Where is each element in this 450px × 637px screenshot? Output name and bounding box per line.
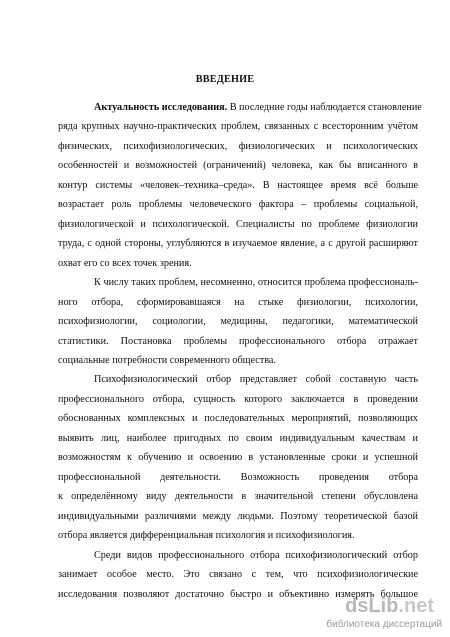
paragraph-line: исследования позволяют достаточно быстро и объективно измерять большое [58, 589, 418, 600]
paragraph-line: охват его со всех точек зрения. [58, 258, 192, 269]
paragraph-line: профессионального отбора, сущность которого заключается в проведении [58, 394, 418, 405]
paragraph-line: контур системы «человек–техника–среда». В настоящее время всё больше [58, 180, 418, 191]
paragraph-line: ряда крупных научно-практических проблем, связанных с всесторонним учётом [58, 121, 418, 132]
paragraph-line: ного отбора, сформировавшаяся на стыке физиологии, психологии, [58, 297, 418, 308]
watermark-tagline: библиотека диссертаций [326, 619, 442, 630]
paragraph-line: психофизиологии, социологии, медицины, педагогики, математической [58, 316, 418, 327]
paragraph-line: отбора является дифференциальная психология и психофизиология. [58, 530, 355, 541]
paragraph-line: возможностям к обучению и освоению в установленные сроки и успешной [58, 452, 418, 463]
paragraph-line: социальные потребности современного общества. [58, 355, 276, 366]
paragraph-line: Среди видов профессионального отбора психофизиологический отбор [94, 550, 418, 561]
paragraph-line: физических, психофизиологических, физиологических и психологических [58, 141, 418, 152]
paragraph-line: Психофизиологический отбор представляет собой составную часть [94, 374, 418, 385]
watermark-logo: dsLib.net [345, 595, 434, 617]
paragraph-line: занимает особое место. Это связано с тем, что психофизиологические [58, 569, 418, 580]
paragraph-line: к определённому виду деятельности в значительной степени обусловлена [58, 491, 418, 502]
paragraph-line: индивидуальными различиями между людьми. Поэтому теоретической базой [58, 511, 418, 522]
paragraph-line: Актуальность исследования. В последние годы наблюдается становление [94, 102, 422, 113]
paragraph-line: труда, с одной стороны, углубляются в изучаемое явление, а с другой расширяют [58, 238, 418, 249]
paragraph-line: особенностей и возможностей (ограничений) человека, как бы вписанного в [58, 160, 418, 171]
lead-bold-text: Актуальность исследования. [94, 102, 228, 113]
paragraph-line: обоснованных комплексных и последовательных мероприятий, позволяющих [58, 413, 418, 424]
paragraph-line: выявить лиц, наиболее пригодных по своим индивидуальным качествам и [58, 433, 418, 444]
paragraph-line: профессиональной деятельности. Возможность проведения отбора [58, 472, 418, 483]
section-heading: ВВЕДЕНИЕ [195, 74, 255, 85]
paragraph-line: статистики. Постановка проблемы профессионального отбора отражает [58, 336, 418, 347]
watermark [294, 595, 444, 633]
paragraph-line: К числу таких проблем, несомненно, относится проблема профессиональ- [94, 277, 418, 288]
paragraph-line: физиологической и психологической. Специалисты по проблеме физиологии [58, 219, 418, 230]
paragraph-line: возрастает роль проблемы человеческого фактора – проблемы социальной, [58, 199, 418, 210]
